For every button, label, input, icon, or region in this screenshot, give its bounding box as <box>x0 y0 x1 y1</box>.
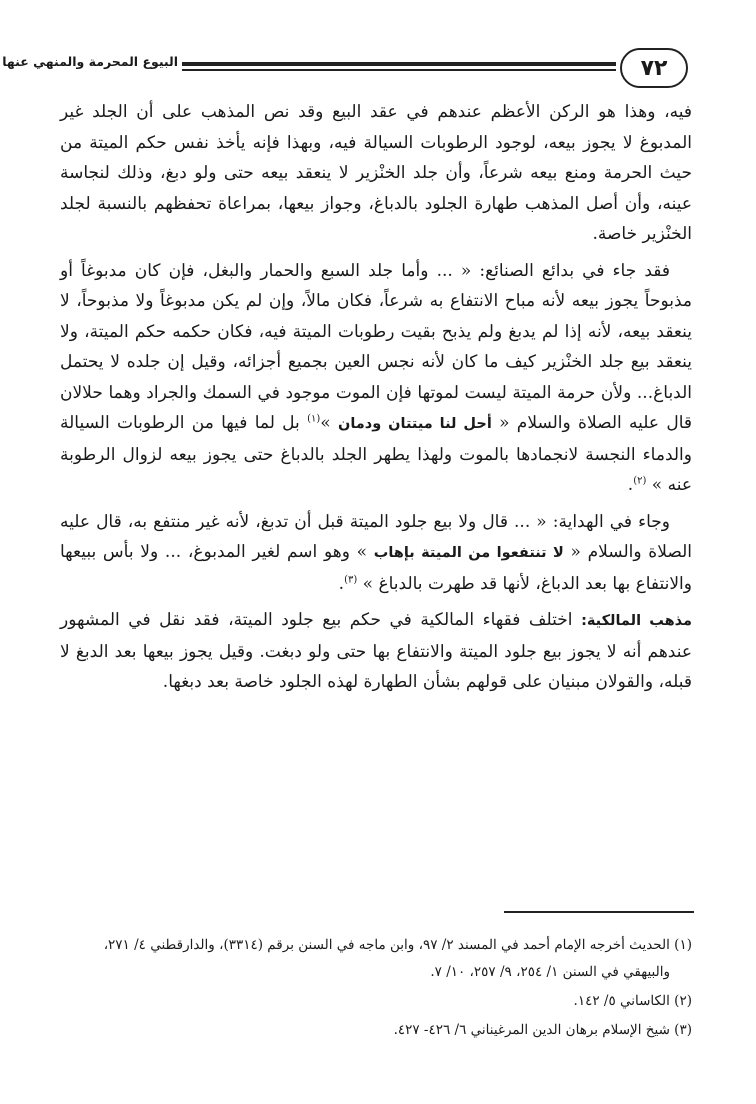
page-number: ٧٢ <box>620 48 688 88</box>
paragraph-1 <box>60 97 692 250</box>
emphasized-text: مذهب المالكية: <box>581 613 693 629</box>
text-segment: فيه، وهذا هو الركن الأعظم عندهم في عقد البيع وقد نص المذهب على أن الجلد غير المدبوغ لا يجوز بيعه، لوجود الرطوبات السيالة فيه، وبهذا فإنه يأخذ نفس حكم الميتة من حيث الحرمة ومنع بيعه شرعاً، وأن جلد الخنْزير لا ينعقد بيعه حتى ولو دبغ، وذلك لنجاسة عينه، وأن أصل المذهب طهارة الجلود بالدباغ، وجواز بيعها، بمراعاة تحفظهم بالنسبة لجلد الخنْزير خاصة. <box>60 102 692 244</box>
footnote-2 <box>58 988 692 1015</box>
footnote-text: الحديث أخرجه الإمام أحمد في المسند ٢/ ٩٧، وابن ماجه في السنن برقم (٣٣١٤)، والدارقطني ٤/ ٢٧١، <box>103 937 670 953</box>
running-title: البيوع المحرمة والمنهي عنها <box>2 54 178 69</box>
page-header <box>2 44 688 100</box>
footnote-text: الكاساني ٥/ ١٤٢. <box>573 993 670 1009</box>
emphasized-text: لا تنتفعوا من الميتة بإهاب <box>373 545 564 561</box>
text-segment: وجاء في الهداية: « ... قال ولا بيع جلود الميتة قبل أن تدبغ، لأنه غير منتفع به، قال عليه الصلاة والسلام « <box>60 511 692 562</box>
header-rule-thick <box>182 62 616 66</box>
emphasized-text: أحل لنا ميتتان ودمان <box>337 416 492 432</box>
paragraph-3 <box>60 507 692 600</box>
text-segment: فقد جاء في بدائع الصنائع: « ... وأما جلد السبع والحمار والبغل، فإن كان مدبوغاً أو مذبوحاً يجوز بيعه لأنه مباح الانتفاع به شرعاً، فكان مالاً، وإن لم يكن مدبوغاً ولا مذبوحاً، لا ينعقد بيعه، لأنه إذا لم يدبغ ولم يذبح بقيت رطوبات الميتة فيه، فكان حكمه حكم الميتة، ولا ينعقد بيع جلد الخنْزير كيف ما كان لأنه نجس العين بجميع أجزائه، وقيل إن جلده لا يحتمل الدباغ... ولأن حرمة الميتة ليست لموتها فإن الموت موجود في السمك والجراد وهما حلالان قال عليه الصلاة والسلام « <box>60 260 693 433</box>
footnote-1 <box>58 932 692 986</box>
text-segment: بل لما فيها من الرطوبات السيالة والدماء النجسة لانجمادها بالموت ولهذا يطهر الجلد بالدباغ حتى يجوز بيعه لزوال الرطوبة عنه » <box>60 413 692 495</box>
text-segment: . <box>338 573 345 594</box>
footnote-marker: (١) <box>674 937 692 953</box>
body-text <box>60 97 692 704</box>
text-segment: » <box>320 413 338 433</box>
footnotes <box>58 932 692 1046</box>
footnote-separator <box>504 911 694 913</box>
footnote-marker: (٢) <box>674 993 692 1009</box>
paragraph-2 <box>60 256 692 501</box>
footnote-3 <box>58 1017 692 1044</box>
footnote-reference: (٢) <box>633 475 647 487</box>
footnote-reference: (٣) <box>344 573 358 585</box>
text-segment: . <box>627 475 634 495</box>
footnote-text: شيخ الإسلام برهان الدين المرغيناني ٦/ ٤٢٦- ٤٢٧. <box>393 1022 670 1038</box>
footnote-reference: (١) <box>307 413 321 425</box>
text-segment: اختلف فقهاء المالكية في حكم بيع جلود الميتة، فقد نقل في المشهور عندهم أنه لا يجوز بيع جلود الميتة والانتفاع بها حتى ولو دبغت. وقيل يجوز بيعها بعد الدبغ لا قبله، والقولان مبنيان على قولهم بشأن الطهارة لهذه الجلود خاصة بعد دبغها. <box>60 610 692 692</box>
paragraph-4 <box>60 605 692 698</box>
footnote-marker: (٣) <box>674 1022 692 1038</box>
footnote-text-continued: والبيهقي في السنن ١/ ٢٥٤، ٩/ ٢٥٧، ١٠/ ٧. <box>430 964 670 980</box>
header-rule-thin <box>182 69 616 71</box>
text-segment: » وهو اسم لغير المدبوغ، ... ولا بأس ببيعها والانتفاع بها بعد الدباغ، لأنها قد طهرت بالدباغ » <box>60 542 692 594</box>
